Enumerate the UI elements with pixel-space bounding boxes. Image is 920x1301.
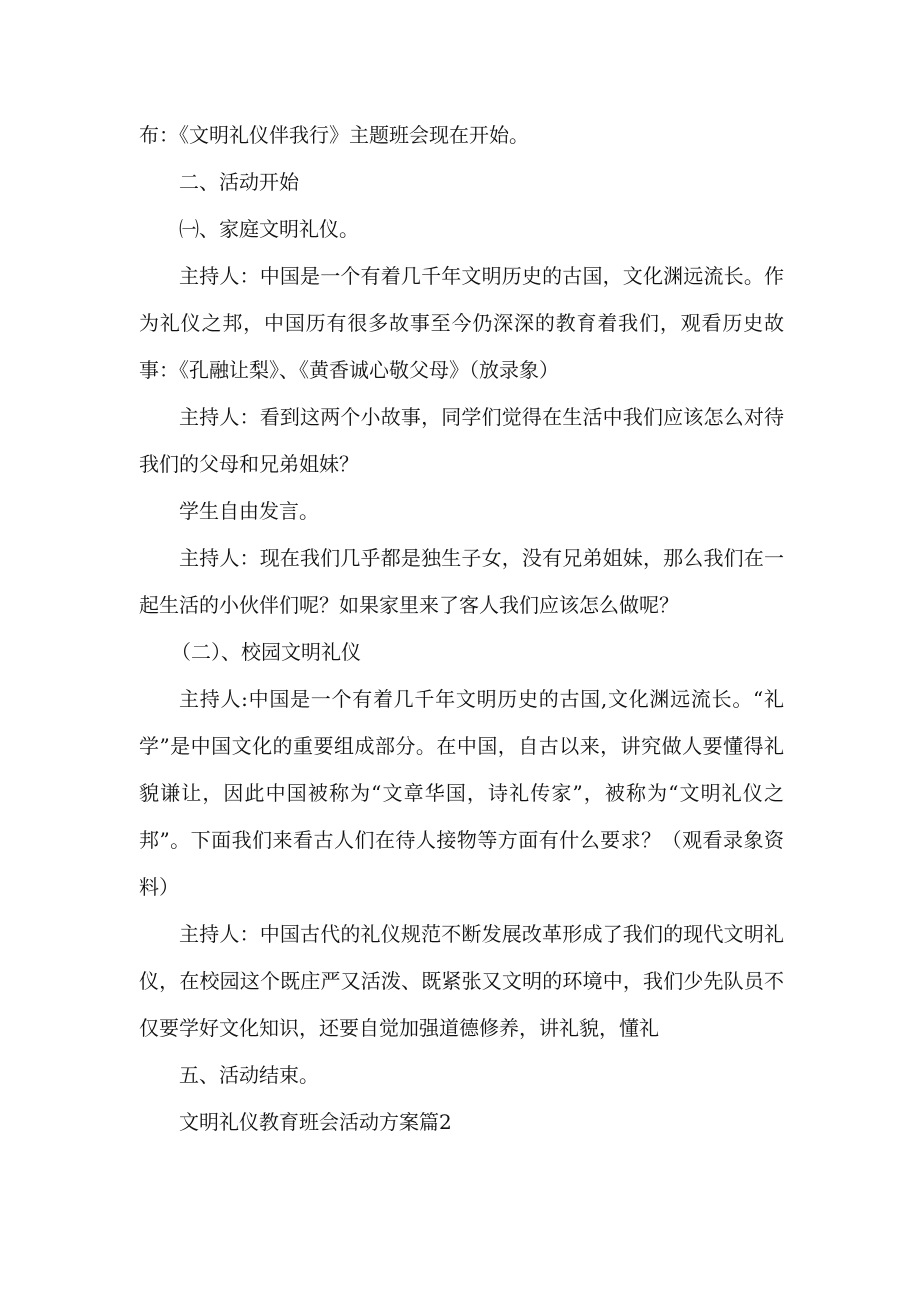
paragraph-opening: 布：《文明礼仪伴我行》主题班会现在开始。 — [139, 123, 529, 147]
heading-plan-2: 文明礼仪教育班会活动方案篇2 — [179, 1110, 452, 1134]
heading-activity-start: 二、活动开始 — [179, 170, 299, 194]
document-body — [139, 112, 784, 1146]
heading-campus-etiquette: （二）、校园文明礼仪 — [171, 640, 361, 664]
paragraph-host-question: 主持人：看到这两个小故事，同学们觉得在生活中我们应该怎么对待我们的父母和兄弟姐妹？ — [139, 405, 784, 476]
paragraph-host-lixue: 主持人:中国是一个有着几千年文明历史的古国,文化渊远流长。“礼学”是中国文化的重要组成部分。在中国，自古以来，讲究做人要懂得礼貌谦让，因此中国被称为“文章华国，诗礼传家”，被称为“文明礼仪之邦”。下面我们来看古人们在待人接物等方面有什么要求？（观看录象资料） — [139, 687, 784, 899]
paragraph-student-speech: 学生自由发言。 — [179, 499, 319, 523]
paragraph-host-modern-etiquette: 主持人：中国古代的礼仪规范不断发展改革形成了我们的现代文明礼仪，在校园这个既庄严又活泼、既紧张又文明的环境中，我们少先队员不仅要学好文化知识，还要自觉加强道德修养，讲礼貌，懂礼 — [139, 922, 784, 1040]
heading-activity-end: 五、活动结束。 — [179, 1063, 319, 1087]
paragraph-host-history: 主持人：中国是一个有着几千年文明历史的古国，文化渊远流长。作为礼仪之邦，中国历有很多故事至今仍深深的教育着我们，观看历史故事：《孔融让梨》、《黄香诚心敬父母》（放录象） — [139, 264, 784, 382]
paragraph-host-only-child: 主持人：现在我们几乎都是独生子女，没有兄弟姐妹，那么我们在一起生活的小伙伴们呢？如果家里来了客人我们应该怎么做呢？ — [139, 546, 784, 617]
heading-family-etiquette: ㈠、家庭文明礼仪。 — [179, 217, 359, 241]
